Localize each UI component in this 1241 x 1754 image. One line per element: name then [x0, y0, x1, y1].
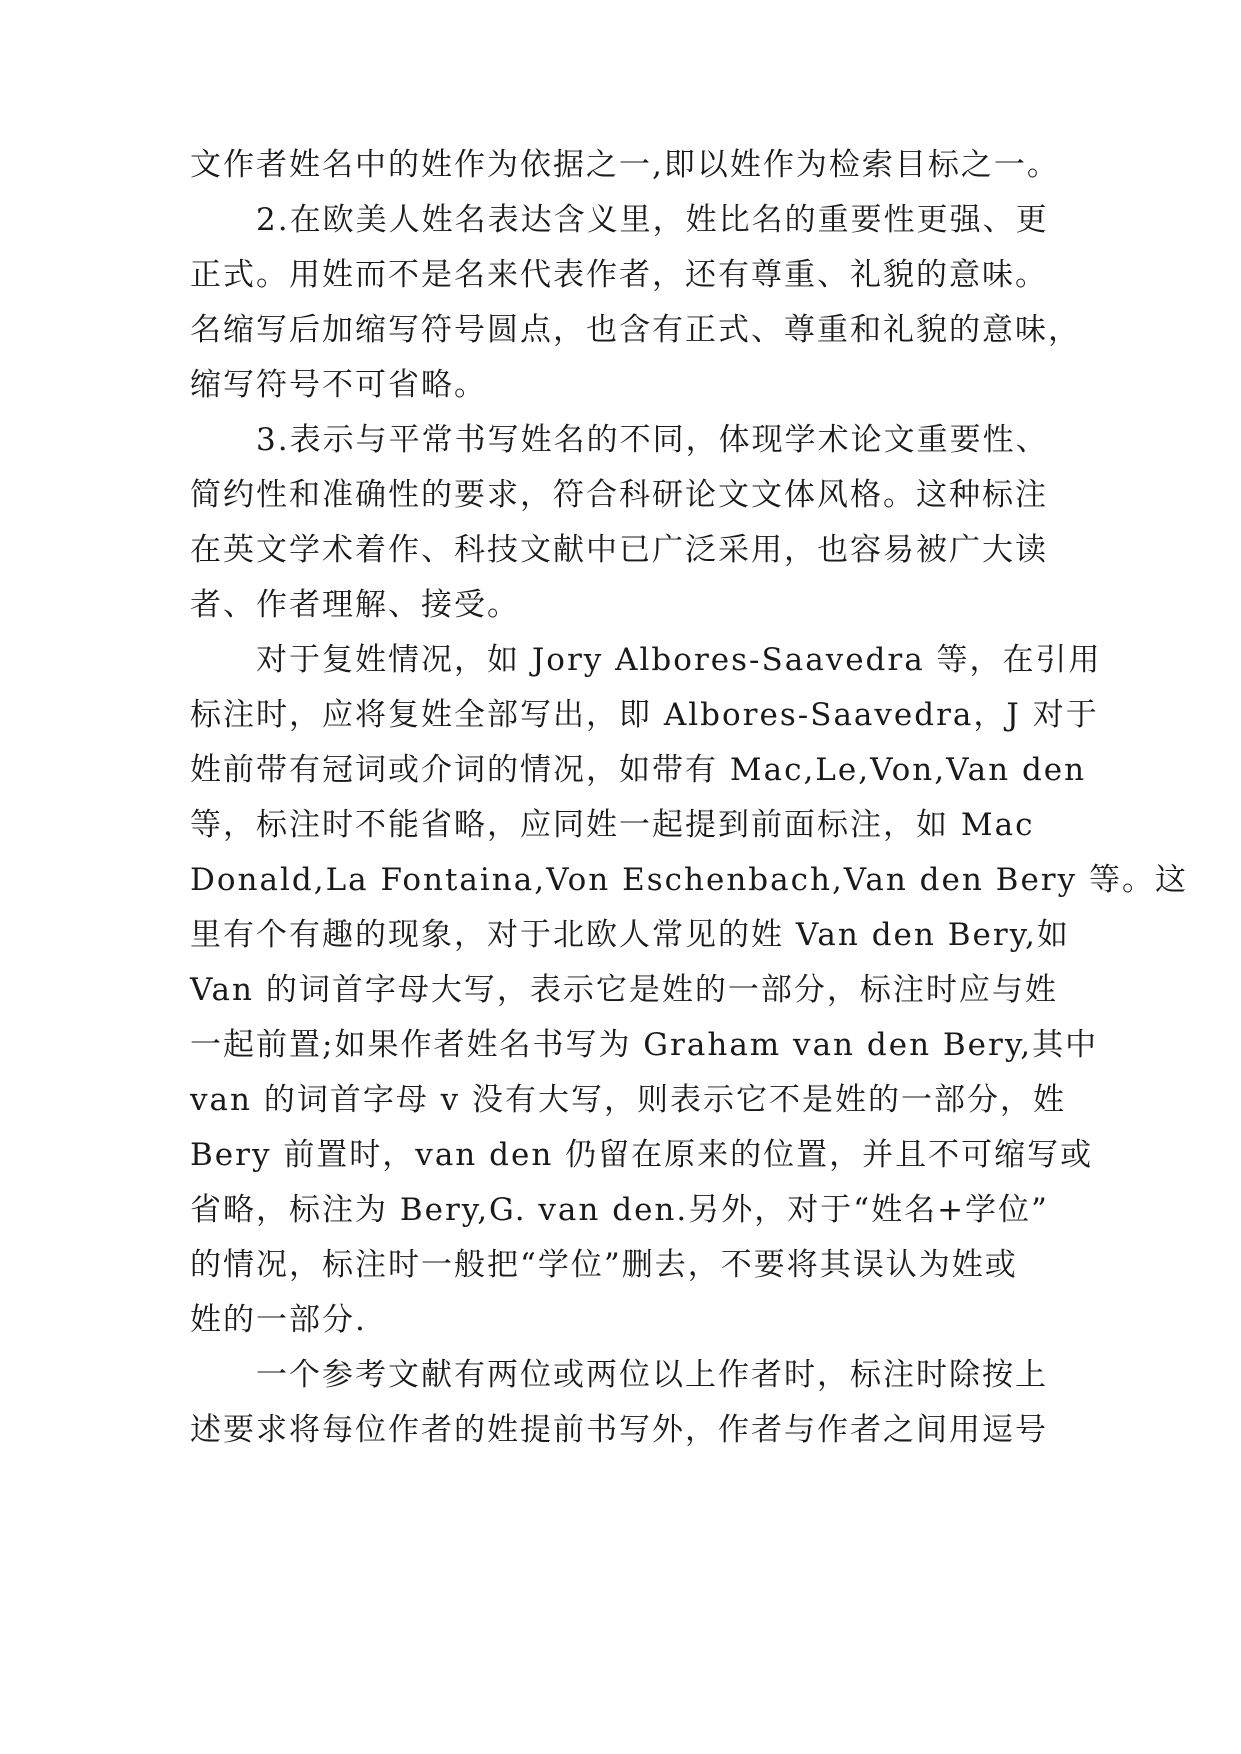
text-line: 述要求将每位作者的姓提前书写外，作者与作者之间用逗号 — [190, 1412, 1048, 1448]
text-line: 缩写符号不可省略。 — [190, 367, 487, 403]
text-line: 一个参考文献有两位或两位以上作者时，标注时除按上 — [190, 1357, 1048, 1393]
text-line: 标注时，应将复姓全部写出，即 Albores-Saavedra，J 对于 — [190, 697, 1099, 733]
text-line: Van 的词首字母大写，表示它是姓的一部分，标注时应与姓 — [190, 972, 1058, 1008]
text-line: van 的词首字母 v 没有大写，则表示它不是姓的一部分，姓 — [190, 1082, 1067, 1118]
text-line: 对于复姓情况，如 Jory Albores-Saavedra 等，在引用 — [190, 642, 1102, 678]
text-line: 一起前置;如果作者姓名书写为 Graham van den Bery,其中 — [190, 1027, 1099, 1063]
text-line: 3.表示与平常书写姓名的不同，体现学术论文重要性、 — [190, 422, 1049, 458]
text-line: 者、作者理解、接受。 — [190, 587, 520, 623]
text-line: 名缩写后加缩写符号圆点，也含有正式、尊重和礼貌的意味， — [190, 312, 1081, 348]
text-line: 姓前带有冠词或介词的情况，如带有 Mac,Le,Von,Van den — [190, 752, 1087, 788]
text-line: 省略，标注为 Bery,G. van den.另外，对于“姓名+学位” — [190, 1192, 1049, 1228]
text-line: 简约性和准确性的要求，符合科研论文文体风格。这种标注 — [190, 477, 1048, 513]
text-line: 姓的一部分. — [190, 1302, 367, 1338]
text-line: 里有个有趣的现象，对于北欧人常见的姓 Van den Bery,如 — [190, 917, 1070, 953]
text-line: 2.在欧美人姓名表达含义里，姓比名的重要性更强、更 — [190, 202, 1049, 238]
text-line: 文作者姓名中的姓作为依据之一,即以姓作为检索目标之一。 — [190, 147, 1060, 183]
text-line: Bery 前置时，van den 仍留在原来的位置，并且不可缩写或 — [190, 1137, 1094, 1173]
text-line: 在英文学术着作、科技文献中已广泛采用，也容易被广大读 — [190, 532, 1048, 568]
text-line: 正式。用姓而不是名来代表作者，还有尊重、礼貌的意味。 — [190, 257, 1048, 293]
text-line: 等，标注时不能省略，应同姓一起提到前面标注，如 Mac — [190, 807, 1035, 843]
text-line: Donald,La Fontaina,Von Eschenbach,Van den Bery 等。这 — [190, 862, 1188, 898]
text-line: 的情况，标注时一般把“学位”删去，不要将其误认为姓或 — [190, 1247, 1018, 1283]
